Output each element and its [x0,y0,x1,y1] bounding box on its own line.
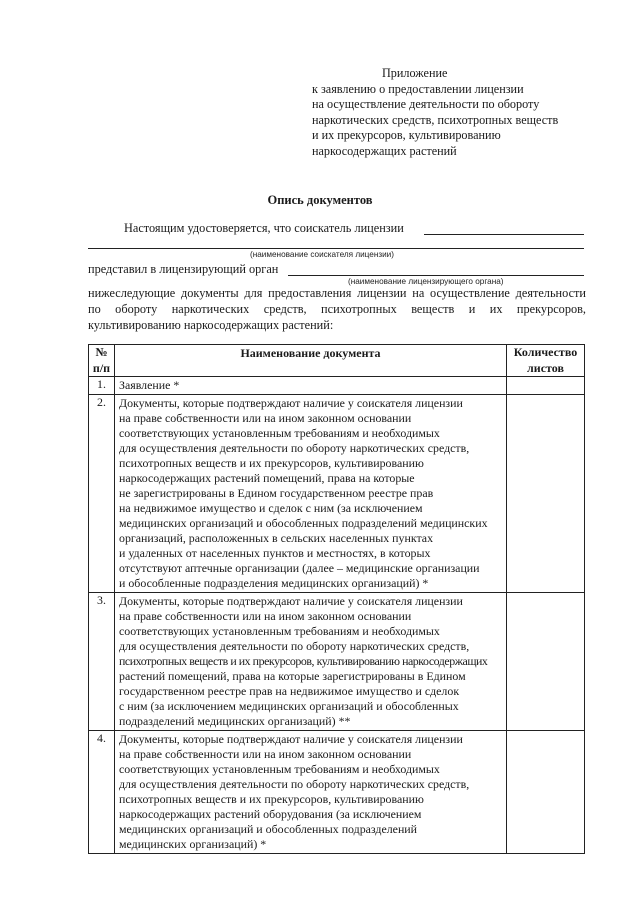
submitted-text: представил в лицензирующий орган [88,262,279,276]
appendix-line: к заявлению о предоставлении лицензии [312,81,524,96]
row-sheet-count [507,593,585,731]
row-sheet-count [507,377,585,395]
intro-line: нижеследующие документы для предоставления лицензии на осуществление деятельности [88,286,586,300]
row-document-name: Документы, которые подтверждают наличие у соискателя лицензии на праве собственности или на ином законном основании соответствующих установленным требованиям и необходимых для осуществления деятельности по обороту наркотических средств, психотропных веществ и их прекурсоров, культивированию наркосодержащих растений помещений, права на которые не зарегистрированы в Едином государственном реестре прав на недвижимое имущество и сделок с ним (за исключением медицинских организаций и обособленных подразделений медицинских организаций, расположенных в сельских населенных пунктах и удаленных от населенных пунктов и местностях, в которых отсутствуют аптечные организации (далее – медицинские организации и обособленные подразделения медицинских организаций) * [115,395,507,593]
header-num: № п/п [89,345,115,377]
row-sheet-count [507,395,585,593]
authority-caption: (наименование лицензирующего органа) [348,277,504,286]
table-body [89,377,585,854]
intro-paragraph [88,286,586,333]
row-document-name: Заявление * [115,377,507,395]
row-number: 1. [89,377,115,395]
documents-table [88,344,585,854]
table-row [89,377,585,395]
row-sheet-count [507,731,585,854]
table-row [89,731,585,854]
table-row [89,395,585,593]
appendix-line: на осуществление деятельности по обороту [312,97,540,112]
appendix-line: Приложение [382,66,448,80]
appendix-block [312,66,612,160]
table-row [89,593,585,731]
appendix-line: наркосодержащих растений [312,143,457,158]
row-number: 3. [89,593,115,731]
row-number: 4. [89,731,115,854]
intro-line: по обороту наркотических средств, психотропных веществ и их прекурсоров, [88,301,586,316]
applicant-caption: (наименование соискателя лицензии) [250,250,394,259]
table-header-row [89,345,585,377]
intro-line: культивированию наркосодержащих растений: [88,317,334,332]
certify-text: Настоящим удостоверяется, что соискатель лицензии [124,221,404,235]
authority-name-line [288,275,584,276]
applicant-name-line-2 [88,248,584,249]
row-number: 2. [89,395,115,593]
document-title: Опись документов [267,193,373,207]
header-count: Количество листов [507,345,585,377]
row-document-name: Документы, которые подтверждают наличие у соискателя лицензии на праве собственности или на ином законном основании соответствующих установленным требованиям и необходимых для осуществления деятельности по обороту наркотических средств, психотропных веществ и их прекурсоров, культивированию наркосодержащих растений помещений, права на которые зарегистрированы в Едином государственном реестре прав на недвижимое имущество и сделок с ним (за исключением медицинских организаций и обособленных подразделений медицинских организаций) ** [115,593,507,731]
appendix-line: наркотических средств, психотропных веществ [312,112,559,127]
appendix-line: и их прекурсоров, культивированию [312,128,501,143]
applicant-name-line [424,234,584,235]
header-name: Наименование документа [115,345,507,377]
row-document-name: Документы, которые подтверждают наличие у соискателя лицензии на праве собственности или на ином законном основании соответствующих установленным требованиям и необходимых для осуществления деятельности по обороту наркотических средств, психотропных веществ и их прекурсоров, культивированию наркосодержащих растений оборудования (за исключением медицинских организаций и обособленных подразделений медицинских организаций) * [115,731,507,854]
